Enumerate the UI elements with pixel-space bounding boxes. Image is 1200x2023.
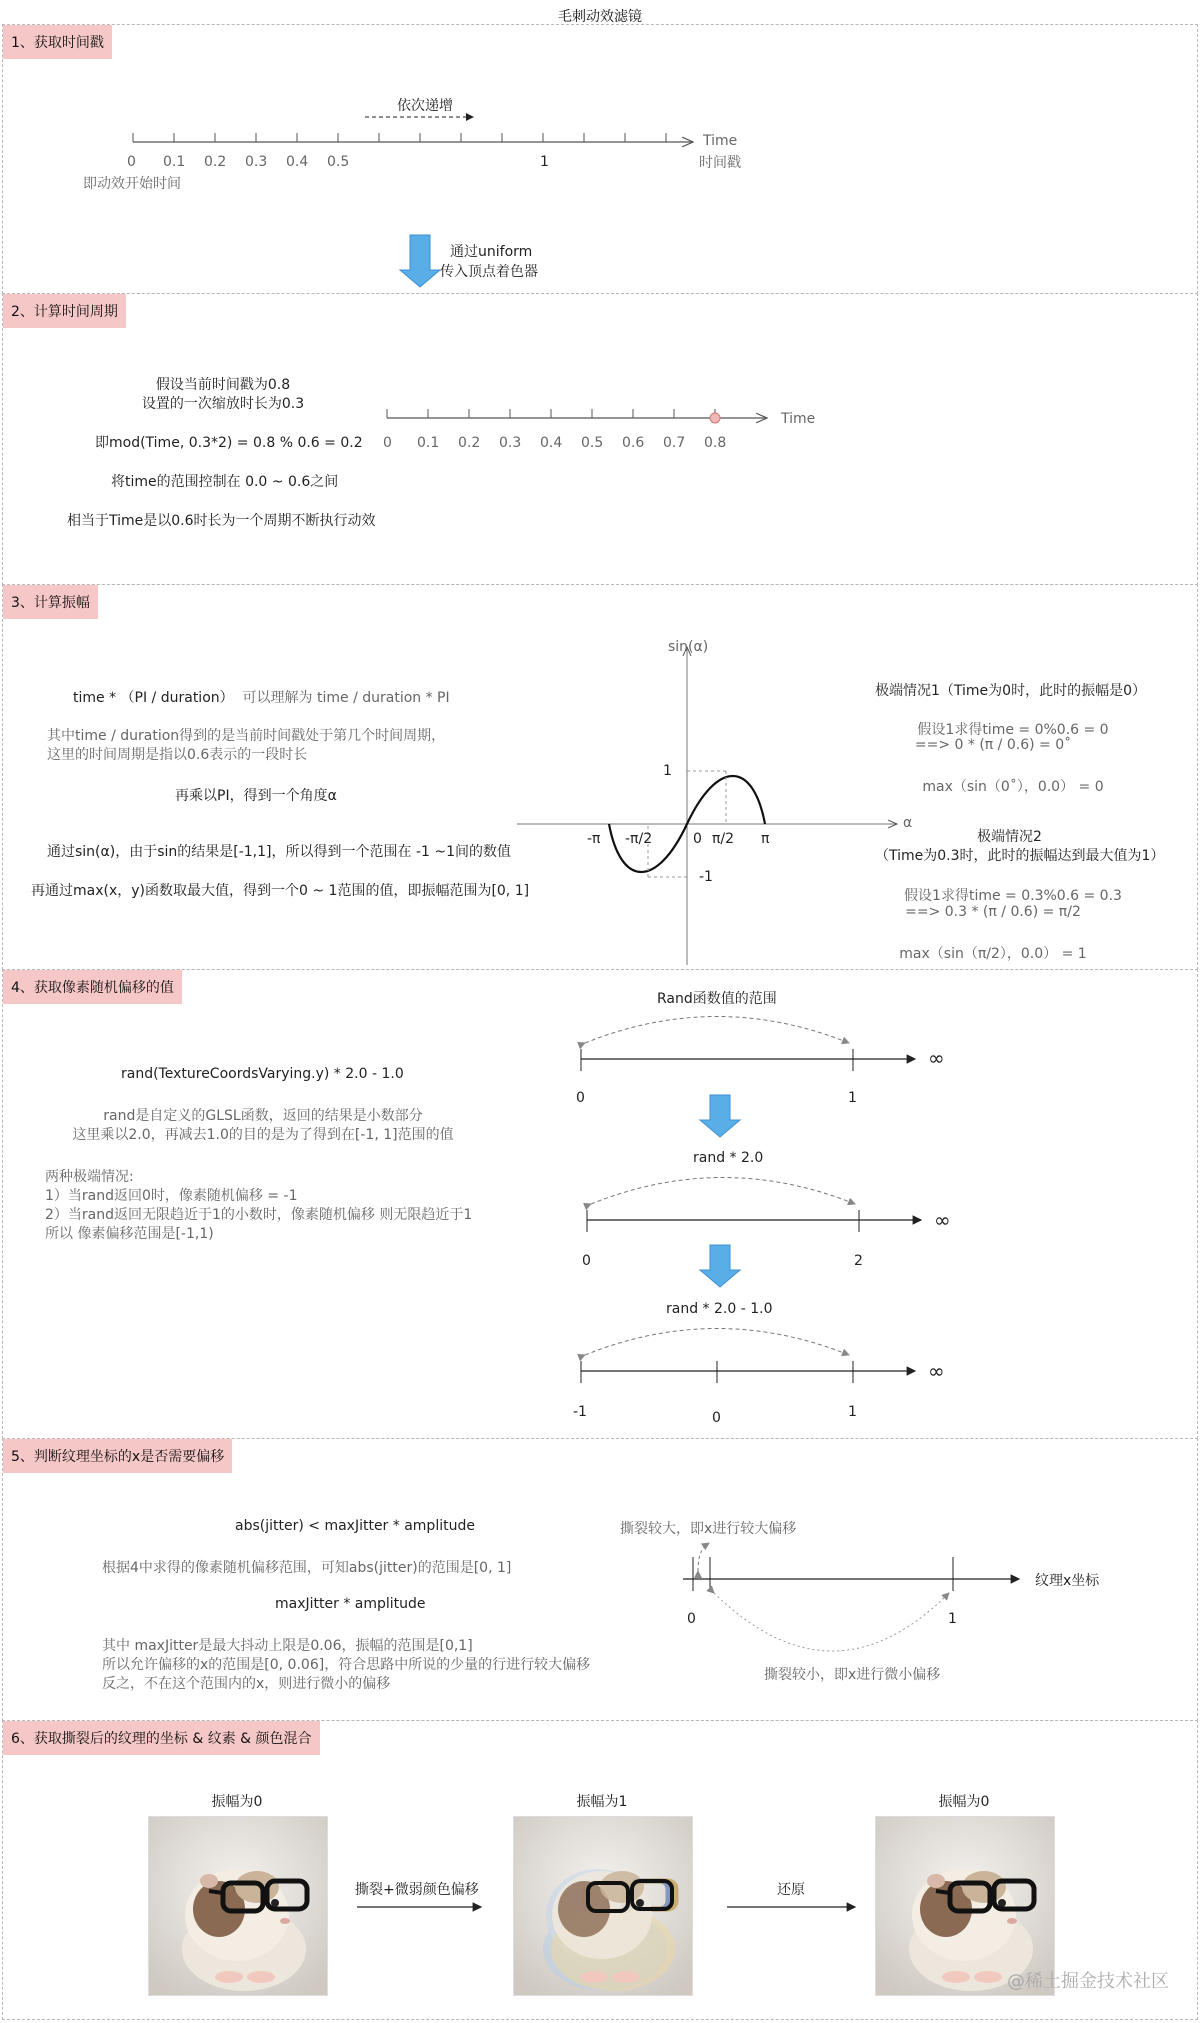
range-label: 0 (582, 1253, 591, 1269)
section-amplitude (2, 584, 1198, 970)
y-axis-label: sin(α) (668, 639, 709, 655)
description: 其中time / duration得到的是当前时间戳处于第几个时间周期， (47, 728, 446, 744)
case-title: 极端情况1（Time为0时，此时的振幅是0） (875, 683, 1146, 699)
big-offset-label: 撕裂较大，即x进行较大偏移 (620, 1521, 797, 1537)
formula: abs(jitter) < maxJitter * amplitude (235, 1518, 475, 1534)
increment-label: 依次递增 (397, 98, 453, 114)
value-label: 0 (693, 831, 702, 847)
axis-label-time: Time (703, 133, 738, 149)
axis-ticks (133, 133, 666, 142)
tick-label: 0.6 (622, 435, 645, 451)
image-label: 振幅为0 (938, 1794, 990, 1810)
section-period (2, 293, 1198, 585)
range-label: 0 (712, 1410, 721, 1426)
description: 这里乘以2.0，再减去1.0的目的是为了得到在[-1, 1]范围的值 (72, 1127, 454, 1143)
tick-label: 0 (383, 435, 392, 451)
tick-label: 0.3 (499, 435, 522, 451)
description: 再通过max(x，y)函数取最大值，得到一个0 ~ 1范围的值，即振幅范围为[0, 1] (31, 883, 530, 899)
section-jitter-check (2, 1438, 1198, 1721)
section-badge: 3、计算振幅 (3, 585, 98, 619)
value-label: π (761, 831, 770, 847)
description: 2）当rand返回无限趋近于1的小数时，像素随机偏移 则无限趋近于1 (45, 1207, 473, 1223)
case-line: max（sin（π/2），0.0） = 1 (899, 946, 1087, 962)
description: 根据4中求得的像素随机偏移范围，可知abs(jitter)的范围是[0, 1] (102, 1560, 512, 1576)
description: 再乘以PI，得到一个角度α (175, 788, 337, 804)
section-result (2, 1720, 1198, 2020)
formula-note: 可以理解为 time / duration * PI (242, 690, 450, 706)
description: 其中 maxJitter是最大抖动上限是0.06，振幅的范围是[0,1] (102, 1638, 473, 1654)
infinity-symbol: ∞ (928, 1046, 945, 1070)
axis-label-time: Time (781, 411, 816, 427)
axis-label: 纹理x坐标 (1035, 1573, 1100, 1589)
tick-label: 0.5 (581, 435, 604, 451)
page-title: 毛刺动效滤镜 (558, 9, 642, 25)
tick-label: 0 (127, 154, 136, 170)
range-label: 1 (848, 1090, 857, 1106)
case-title: 极端情况2 (977, 829, 1042, 845)
range-label: 0 (576, 1090, 585, 1106)
description: 所以允许偏移的x的范围是[0, 0.06]，符合思路中所说的少量的行进行较大偏移 (102, 1657, 591, 1673)
section-timestamp (2, 24, 1198, 294)
tick-label: 0.1 (163, 154, 186, 170)
tick-label: 0.2 (458, 435, 481, 451)
section-badge: 1、获取时间戳 (3, 25, 112, 59)
description: 两种极端情况: (45, 1169, 134, 1185)
tick-label: 0.2 (204, 154, 227, 170)
description: 1）当rand返回0时，像素随机偏移 = -1 (45, 1188, 298, 1204)
value-label: -π (587, 831, 601, 847)
image-label: 振幅为0 (211, 1794, 263, 1810)
image-label: 振幅为1 (576, 1794, 628, 1810)
text-line: 将time的范围控制在 0.0 ~ 0.6之间 (111, 474, 339, 490)
section-badge: 4、获取像素随机偏移的值 (3, 970, 182, 1004)
text-line: 设置的一次缩放时长为0.3 (141, 396, 305, 412)
case-line: max（sin（0˚），0.0） = 0 (922, 779, 1104, 795)
case-line: 假设1求得time = 0.3%0.6 = 0.3 (904, 888, 1122, 904)
axis-one-label: 1 (948, 1611, 957, 1627)
infinity-symbol: ∞ (928, 1359, 945, 1383)
jitter-axis (3, 1439, 1199, 1722)
case-title: （Time为0.3时，此时的振幅达到最大值为1） (875, 848, 1165, 864)
tick-label: 0.4 (286, 154, 309, 170)
transition-label: 还原 (777, 1882, 805, 1898)
tick-label: 0.1 (417, 435, 440, 451)
down-arrow-icon (400, 235, 440, 287)
tick-label: 1 (540, 154, 549, 170)
uniform-label: 通过uniform (450, 244, 533, 260)
range-title: rand * 2.0 - 1.0 (666, 1301, 773, 1317)
range-title: rand * 2.0 (693, 1150, 764, 1166)
tick-label: 0.3 (245, 154, 268, 170)
section-badge: 6、获取撕裂后的纹理的坐标 & 纹素 & 颜色混合 (3, 1721, 320, 1755)
range-diagram (3, 970, 1199, 1440)
infinity-symbol: ∞ (934, 1208, 951, 1232)
text-line: 假设当前时间戳为0.8 (155, 377, 291, 393)
text-line: 相当于Time是以0.6时长为一个周期不断执行动效 (67, 513, 376, 529)
description: rand是自定义的GLSL函数，返回的结果是小数部分 (103, 1108, 423, 1124)
text-line: 即mod(Time, 0.3*2) = 0.8 % 0.6 = 0.2 (95, 435, 363, 451)
case-line: ==> 0 * (π / 0.6) = 0˚ (914, 737, 1072, 753)
formula: rand(TextureCoordsVarying.y) * 2.0 - 1.0 (121, 1066, 404, 1082)
axis-label-timestamp: 时间戳 (699, 155, 741, 171)
description: 这里的时间周期是指以0.6表示的一段时长 (47, 747, 308, 763)
case-line: 假设1求得time = 0%0.6 = 0 (917, 722, 1109, 738)
start-time-label: 即动效开始时间 (83, 176, 181, 192)
value-label: π/2 (712, 831, 735, 847)
section-badge: 5、判断纹理坐标的x是否需要偏移 (3, 1439, 232, 1473)
value-label: -π/2 (625, 831, 653, 847)
value-label: -1 (699, 869, 713, 885)
x-axis-label: α (903, 815, 913, 831)
description: 反之，不在这个范围内的x，则进行微小的偏移 (102, 1676, 391, 1692)
range-label: -1 (573, 1404, 587, 1420)
description: 通过sin(α)，由于sin的结果是[-1,1]，所以得到一个范围在 -1 ~1间的数值 (47, 844, 512, 860)
formula: maxJitter * amplitude (275, 1596, 426, 1612)
current-time-marker (710, 413, 720, 423)
tick-label: 0.8 (704, 435, 727, 451)
range-title: Rand函数值的范围 (657, 991, 777, 1007)
value-label: 1 (663, 763, 672, 779)
formula-main: time * （PI / duration） (73, 690, 234, 706)
range-label: 1 (848, 1404, 857, 1420)
description: 所以 像素偏移范围是[-1,1) (45, 1226, 214, 1242)
transition-label: 撕裂+微弱颜色偏移 (355, 1882, 479, 1898)
tick-label: 0.7 (663, 435, 686, 451)
section-badge: 2、计算时间周期 (3, 294, 126, 328)
tick-label: 0.4 (540, 435, 563, 451)
down-arrow-icon (700, 1095, 740, 1137)
watermark: @稀土掘金技术社区 (1007, 1971, 1169, 1992)
axis-zero-label: 0 (687, 1611, 696, 1627)
small-offset-label: 撕裂较小，即x进行微小偏移 (764, 1667, 941, 1683)
section-random-offset (2, 969, 1198, 1439)
case-line: ==> 0.3 * (π / 0.6) = π/2 (905, 904, 1081, 920)
tick-label: 0.5 (327, 154, 350, 170)
down-arrow-icon (700, 1245, 740, 1287)
range-label: 2 (854, 1253, 863, 1269)
uniform-label: 传入顶点着色器 (440, 264, 538, 280)
